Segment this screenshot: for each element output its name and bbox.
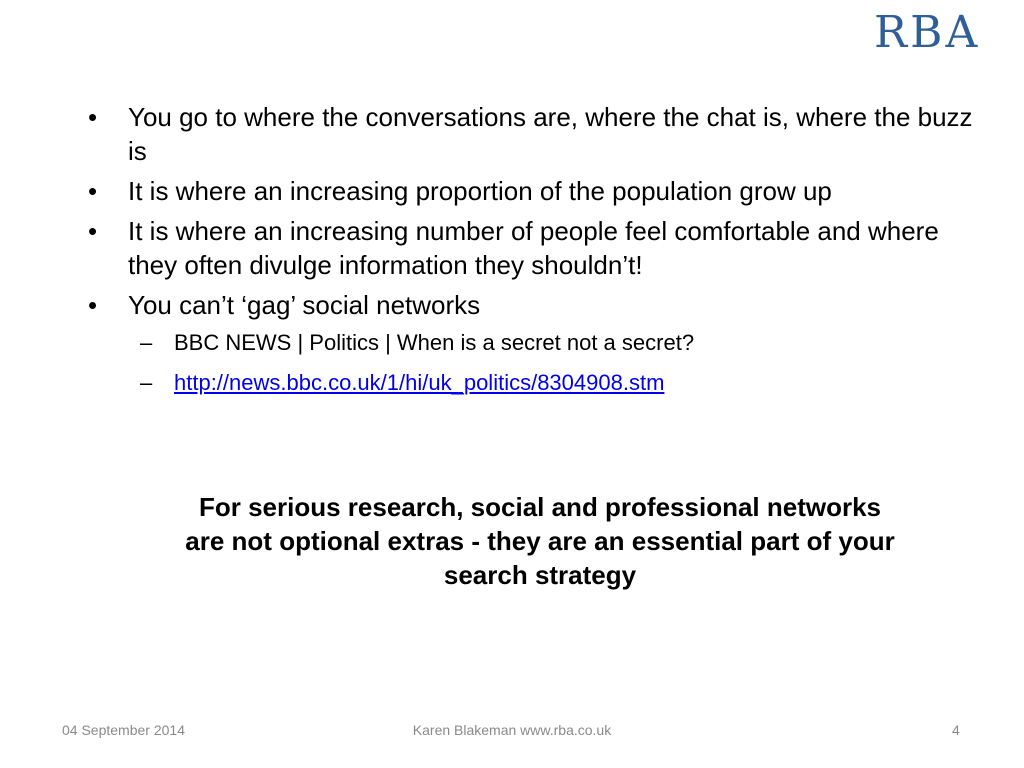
bullet-marker: •: [88, 290, 98, 320]
bullet-text: It is where an increasing proportion of the population grow up: [128, 176, 832, 206]
bullet-marker: •: [88, 216, 98, 246]
footer-author: Karen Blakeman www.rba.co.uk: [412, 722, 612, 738]
bullet-text: You go to where the conversations are, where the chat is, where the buzz is: [128, 102, 973, 166]
sub-bullet-marker: –: [140, 370, 153, 395]
callout-text: For serious research, social and professional networks are not optional extras - they are an essential part of your search strategy: [185, 492, 895, 590]
sub-bullet-marker: –: [140, 330, 153, 355]
footer-page-number: 4: [952, 722, 960, 738]
bullet-item-3: [88, 214, 988, 282]
sub-bullet-item-2: [88, 368, 988, 398]
bullet-text: You can’t ‘gag’ social networks: [128, 290, 481, 320]
footer-date: 04 September 2014: [62, 722, 185, 738]
bullet-marker: •: [88, 102, 98, 132]
bullet-text: It is where an increasing number of people feel comfortable and where they often divulge information they shouldn’t!: [128, 216, 939, 280]
bbc-news-link[interactable]: http://news.bbc.co.uk/1/hi/uk_politics/8304908.stm: [174, 370, 665, 395]
bullet-list: [88, 100, 988, 408]
sub-bullet-text: BBC NEWS | Politics | When is a secret not a secret?: [174, 330, 695, 355]
rba-logo: RBA: [874, 7, 981, 58]
bullet-item-1: [88, 100, 988, 168]
bullet-item-2: [88, 174, 988, 208]
bullet-marker: •: [88, 176, 98, 206]
bullet-item-4: [88, 288, 988, 322]
sub-bullet-item-1: [88, 328, 988, 358]
